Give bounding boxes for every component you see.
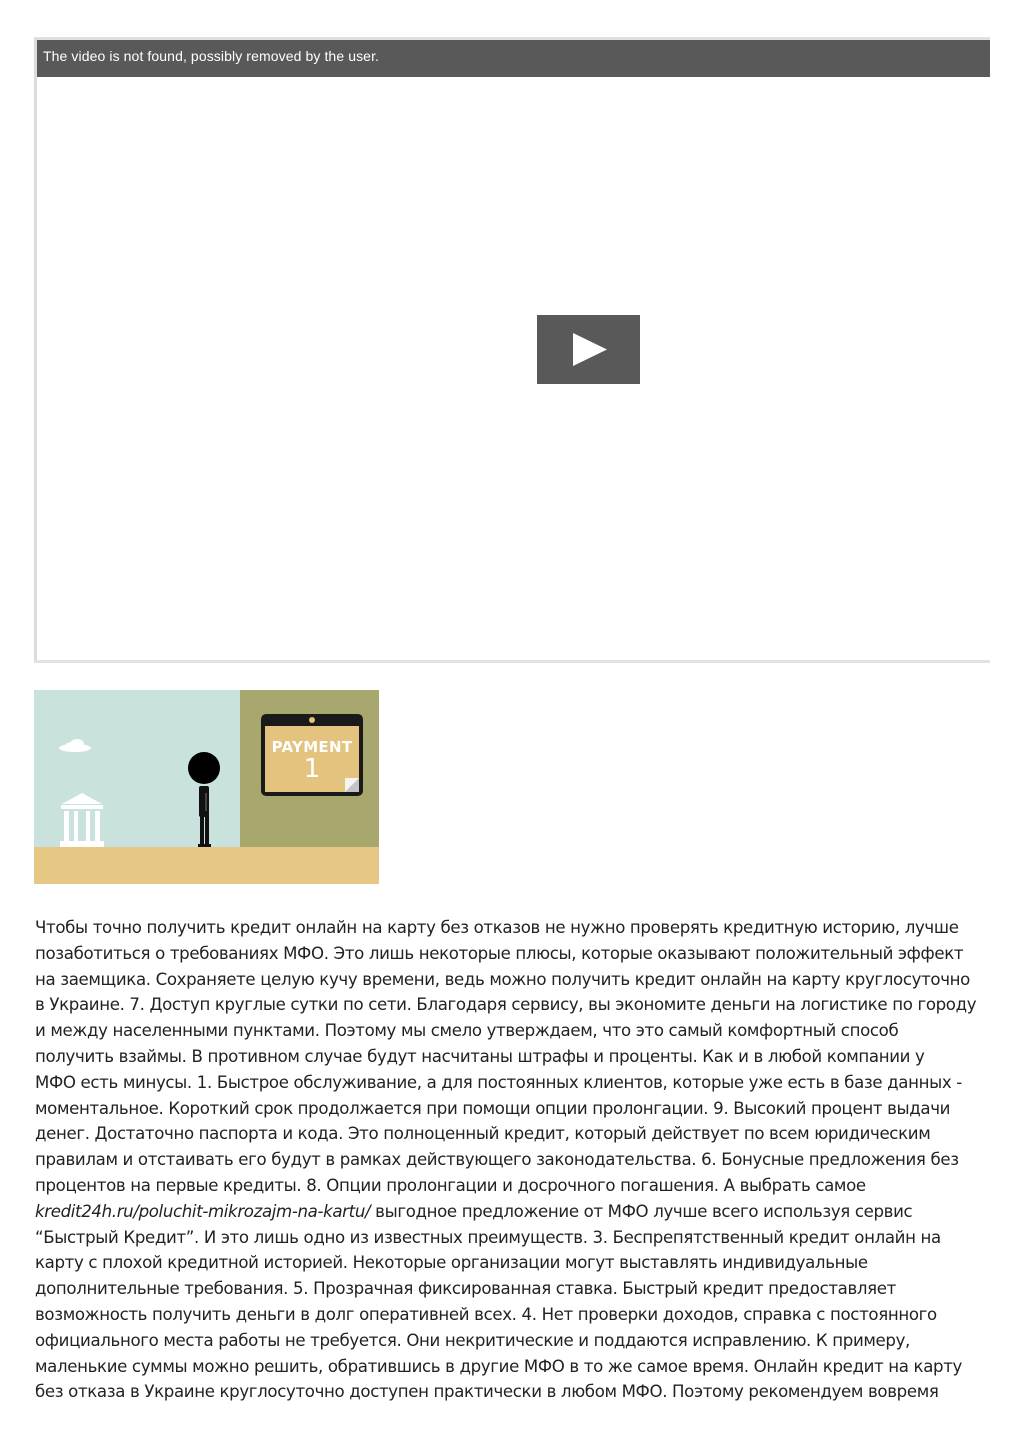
article-line: позаботиться о требованиях МФО. Это лишь некоторые плюсы, которые оказывают положительный эффект xyxy=(35,943,964,963)
article-link-line-rest: выгодное предложение от МФО лучше всего используя сервис xyxy=(370,1201,913,1221)
article-line: денег. Достаточно паспорта и кода. Это полноценный кредит, который действует по всем юридическим xyxy=(35,1124,931,1144)
article-line: дополнительные требования. 5. Прозрачная фиксированная ставка. Быстрый кредит предоставляет xyxy=(35,1279,896,1299)
article-line: “Быстрый Кредит”. И это лишь одно из известных преимуществ. 3. Беспрепятственный кредит онлайн на xyxy=(35,1227,941,1247)
article-link[interactable]: kredit24h.ru/poluchit-mikrozajm-na-kartu/ xyxy=(35,1201,371,1221)
article-line: возможность получить деньги в долг оперативней всех. 4. Нет проверки доходов, справка с постоянного xyxy=(35,1304,937,1324)
article-line: официального места работы не требуется. Они некритические и поддаются исправлению. К примеру, xyxy=(35,1330,910,1350)
article-line: маленькие суммы можно решить, обратившись в другие МФО в то же самое время. Онлайн кредит на карту xyxy=(35,1356,963,1376)
play-icon xyxy=(537,315,640,384)
payment-card-number: 1 xyxy=(303,754,321,784)
article-line: процентов на первые кредиты. 8. Опции пролонгации и досрочного погашения. А выбрать самое xyxy=(35,1175,866,1195)
article-line: в Украине. 7. Доступ круглые сутки по сети. Благодаря сервису, вы экономите деньги на логистике по городу xyxy=(35,995,977,1015)
payment-illustration-graphic xyxy=(34,690,379,884)
article-line: правилам и отстаивать его будут в рамках действующего законодательства. 6. Бонусные предложения без xyxy=(35,1150,959,1170)
article-body xyxy=(35,915,995,1405)
article-line: и между населенными пунктами. Поэтому мы смело утверждаем, что это самый комфортный способ xyxy=(35,1021,899,1041)
video-error-message: The video is not found, possibly removed by the user. xyxy=(43,48,380,64)
payment-card-label: PAYMENT xyxy=(271,738,353,756)
article-line: Чтобы точно получить кредит онлайн на карту без отказов не нужно проверять кредитную историю, лучше xyxy=(35,918,959,937)
article-line: на заемщика. Сохраняете целую кучу времени, ведь можно получить кредит онлайн на карту круглосуточно xyxy=(35,969,970,989)
video-error-bar xyxy=(37,40,990,77)
article-line: получить взаймы. В противном случае будут насчитаны штрафы и проценты. Как и в любой компании у xyxy=(35,1046,925,1066)
article-line: карту с плохой кредитной историей. Некоторые организации могут выставлять индивидуальные xyxy=(35,1253,868,1273)
payment-illustration xyxy=(34,690,379,884)
play-button[interactable] xyxy=(537,315,640,384)
article-line: моментальное. Короткий срок продолжается при помощи опции пролонгации. 9. Высокий процент выдачи xyxy=(35,1098,951,1118)
article-line: без отказа в Украине круглосуточно доступен практически в любом МФО. Поэтому рекомендуем вовремя xyxy=(35,1382,939,1402)
video-player[interactable] xyxy=(34,37,990,663)
article-line: МФО есть минусы. 1. Быстрое обслуживание, а для постоянных клиентов, которые уже есть в базе данных - xyxy=(35,1072,962,1092)
article-link-line xyxy=(35,1199,995,1225)
